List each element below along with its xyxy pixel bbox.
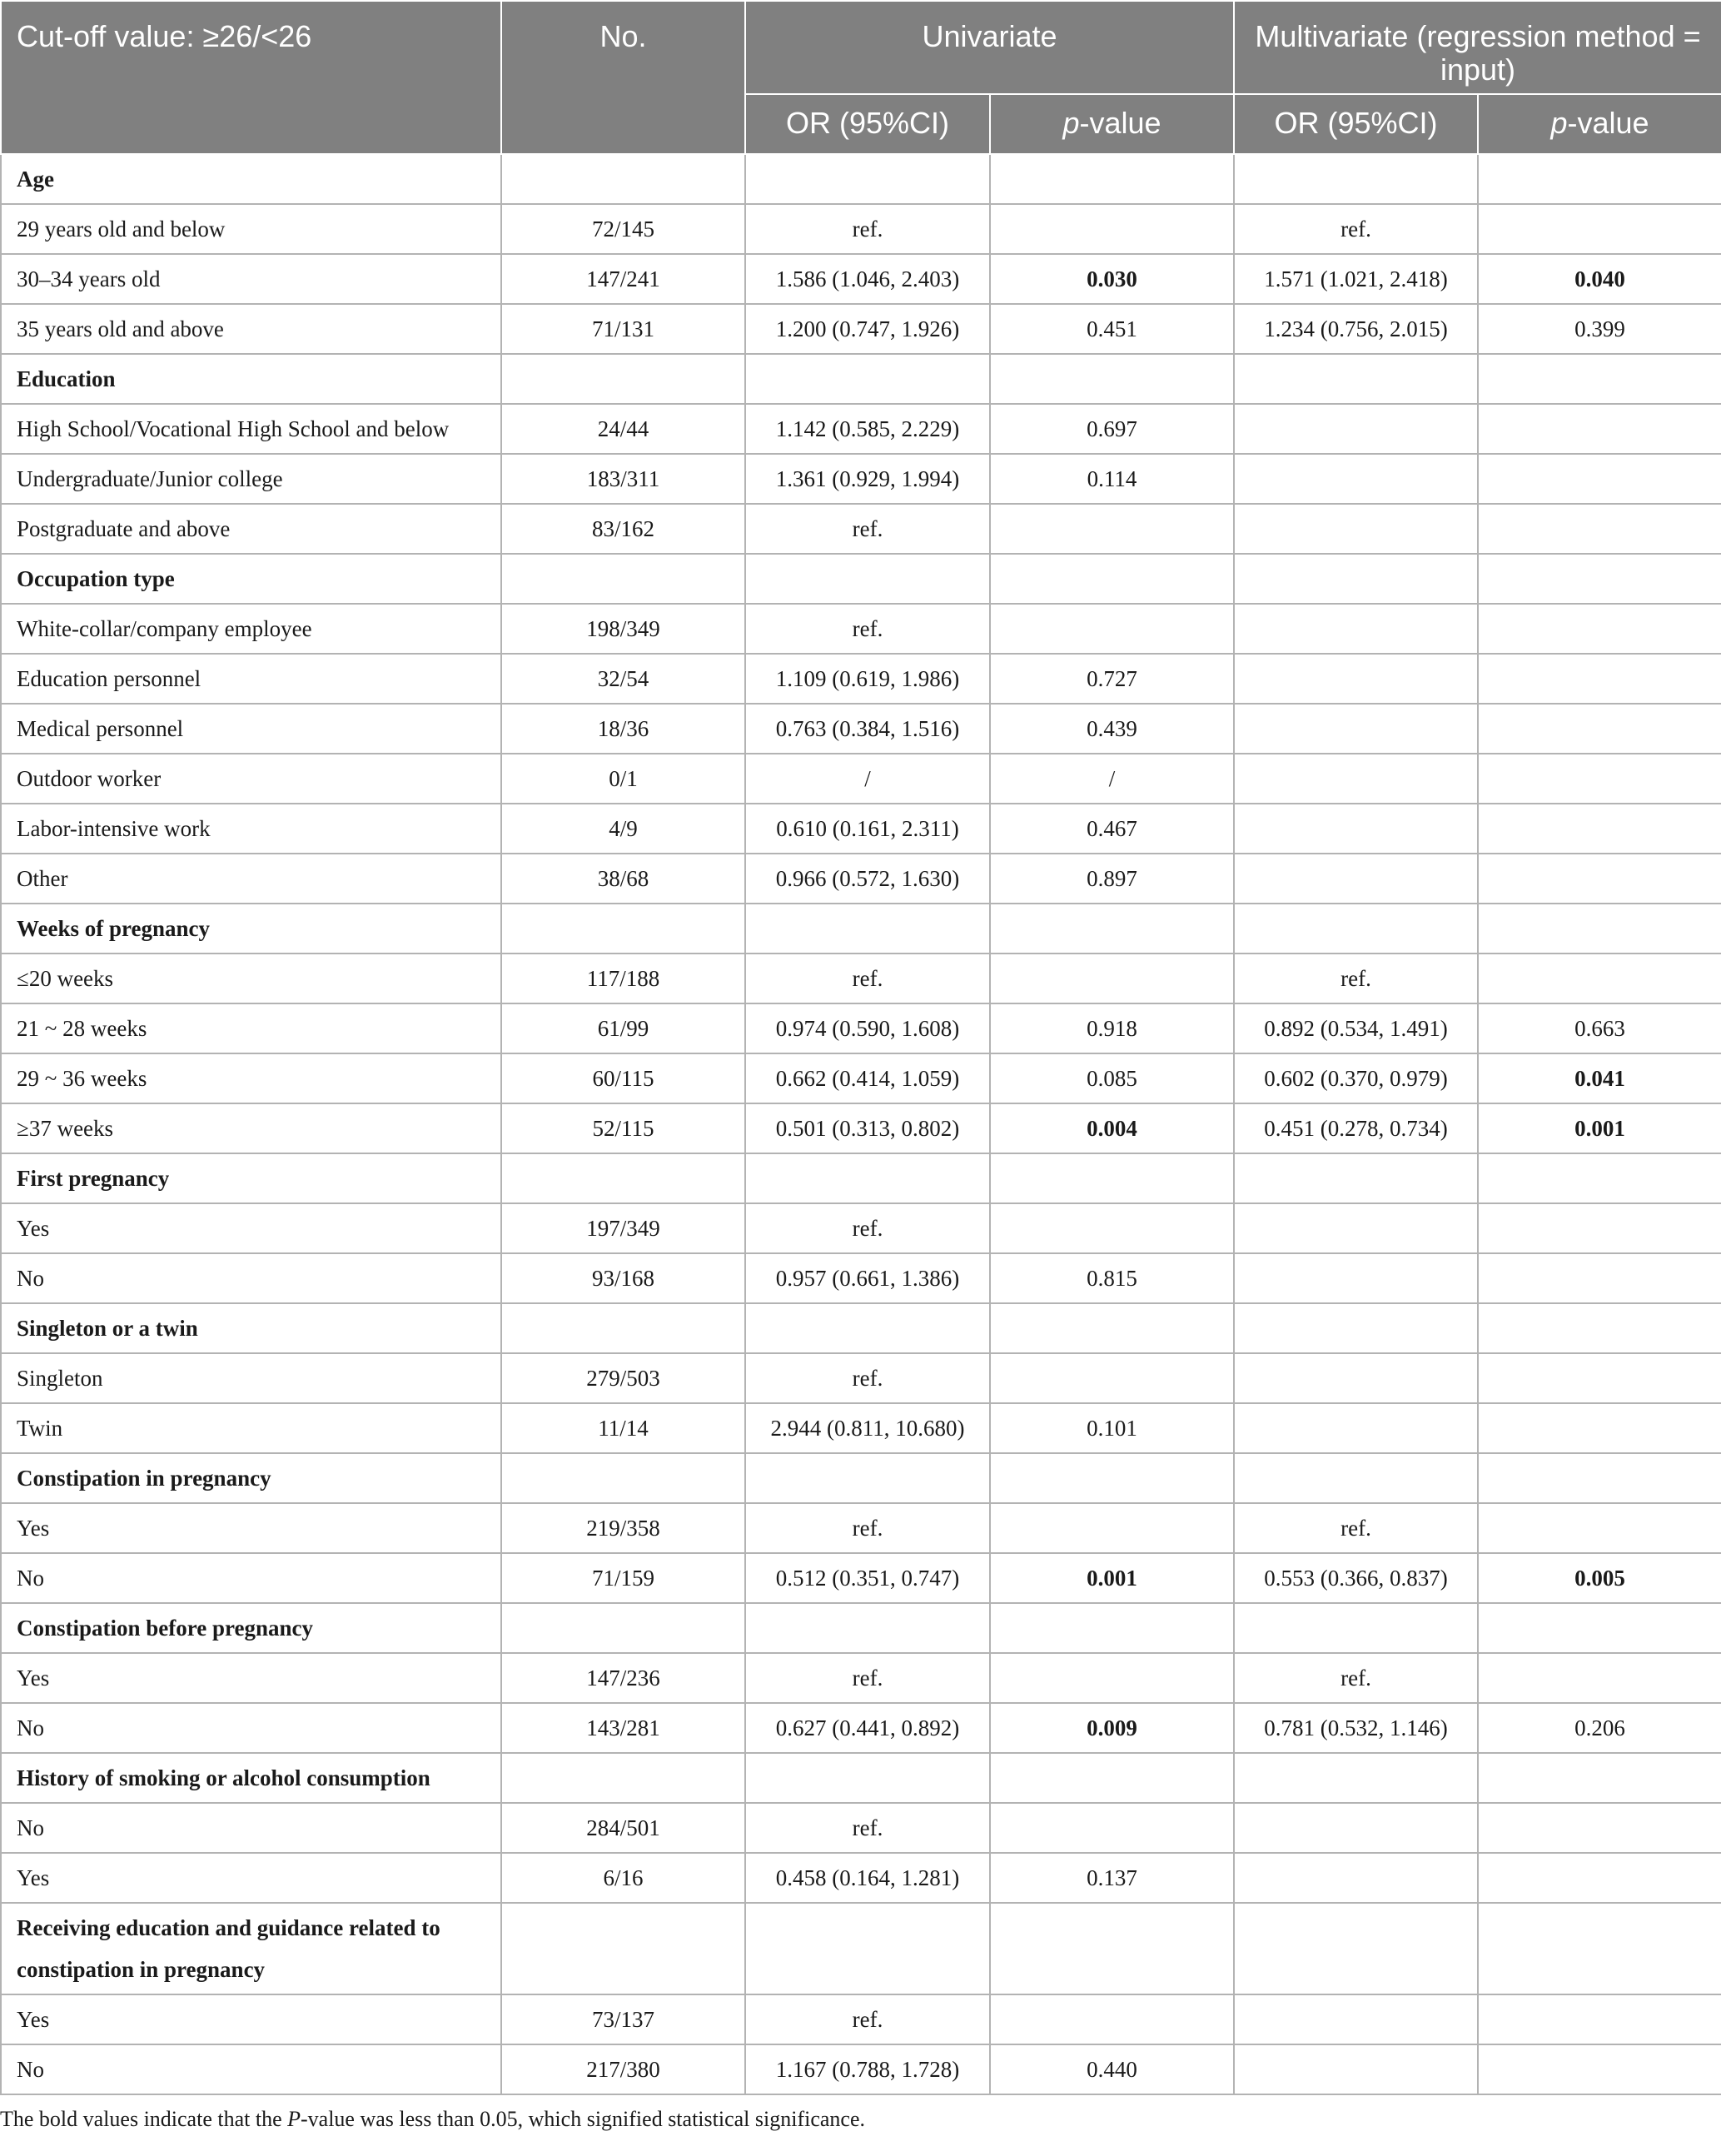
uni-or-cell: 0.501 (0.313, 0.802) (745, 1103, 990, 1153)
row-count: 24/44 (501, 404, 745, 454)
uni-or-cell: 1.586 (1.046, 2.403) (745, 254, 990, 304)
uni-p-cell: 0.918 (990, 1003, 1234, 1053)
row-count (501, 1153, 745, 1203)
table-row (1, 1203, 1721, 1253)
table-row (1, 604, 1721, 654)
row-count: 52/115 (501, 1103, 745, 1153)
row-count (501, 1603, 745, 1653)
row-label: 35 years old and above (1, 304, 501, 354)
table-row (1, 1353, 1721, 1403)
multi-or-cell (1234, 1353, 1478, 1403)
multi-p-cell (1478, 1753, 1721, 1803)
multi-or-cell: 1.571 (1.021, 2.418) (1234, 254, 1478, 304)
table-row (1, 1253, 1721, 1303)
row-label: Constipation in pregnancy (1, 1453, 501, 1503)
header-uni-p-suffix: -value (1079, 106, 1161, 140)
multi-or-cell (1234, 854, 1478, 904)
table-row (1, 1803, 1721, 1853)
table-row (1, 654, 1721, 704)
uni-or-cell: 1.109 (0.619, 1.986) (745, 654, 990, 704)
uni-or-cell: ref. (745, 1503, 990, 1553)
uni-p-cell: 0.085 (990, 1053, 1234, 1103)
uni-or-cell: ref. (745, 1994, 990, 2044)
uni-p-cell (990, 1153, 1234, 1203)
row-count: 72/145 (501, 204, 745, 254)
multi-p-cell (1478, 1253, 1721, 1303)
uni-or-cell (745, 354, 990, 404)
multi-p-cell (1478, 1453, 1721, 1503)
multi-p-cell (1478, 204, 1721, 254)
row-label: Medical personnel (1, 704, 501, 754)
multi-p-cell (1478, 1603, 1721, 1653)
table-row (1, 854, 1721, 904)
table-row (1, 1853, 1721, 1903)
uni-or-cell: ref. (745, 604, 990, 654)
multi-or-cell: ref. (1234, 954, 1478, 1003)
multi-or-cell (1234, 1994, 1478, 2044)
row-count: 18/36 (501, 704, 745, 754)
multi-or-cell (1234, 754, 1478, 804)
row-label: No (1, 1253, 501, 1303)
table-row (1, 954, 1721, 1003)
uni-p-cell (990, 904, 1234, 954)
header-multi-p (1478, 94, 1721, 154)
row-label: Other (1, 854, 501, 904)
multi-p-cell (1478, 904, 1721, 954)
uni-or-cell: 0.662 (0.414, 1.059) (745, 1053, 990, 1103)
uni-or-cell (745, 1153, 990, 1203)
multi-p-cell (1478, 2044, 1721, 2094)
table-row (1, 1003, 1721, 1053)
multi-or-cell (1234, 1303, 1478, 1353)
row-count: 284/501 (501, 1803, 745, 1853)
row-count: 6/16 (501, 1853, 745, 1903)
multi-or-cell (1234, 504, 1478, 554)
uni-or-cell: 1.200 (0.747, 1.926) (745, 304, 990, 354)
multi-p-cell (1478, 1303, 1721, 1353)
multi-p-cell: 0.399 (1478, 304, 1721, 354)
row-count: 183/311 (501, 454, 745, 504)
uni-or-cell: ref. (745, 1353, 990, 1403)
footnote-after: -value was less than 0.05, which signified statistical significance. (301, 2107, 865, 2131)
multi-p-cell (1478, 754, 1721, 804)
uni-p-cell: 0.451 (990, 304, 1234, 354)
multi-p-cell (1478, 654, 1721, 704)
multi-or-cell (1234, 1903, 1478, 1994)
table-row (1, 1994, 1721, 2044)
uni-or-cell: / (745, 754, 990, 804)
multi-p-cell (1478, 404, 1721, 454)
uni-or-cell: 0.610 (0.161, 2.311) (745, 804, 990, 854)
section-row (1, 1753, 1721, 1803)
section-row (1, 1153, 1721, 1203)
multi-p-cell (1478, 1903, 1721, 1994)
table-row (1, 1403, 1721, 1453)
uni-p-cell: 0.727 (990, 654, 1234, 704)
multi-or-cell: 0.602 (0.370, 0.979) (1234, 1053, 1478, 1103)
row-count (501, 1453, 745, 1503)
multi-p-cell (1478, 1853, 1721, 1903)
header-uni-p (990, 94, 1234, 154)
uni-p-cell (990, 1453, 1234, 1503)
multi-or-cell (1234, 404, 1478, 454)
multi-p-cell (1478, 1653, 1721, 1703)
row-count: 11/14 (501, 1403, 745, 1453)
row-count (501, 1303, 745, 1353)
row-count: 197/349 (501, 1203, 745, 1253)
row-label: Singleton or a twin (1, 1303, 501, 1353)
uni-p-cell: 0.030 (990, 254, 1234, 304)
multi-or-cell (1234, 454, 1478, 504)
section-row (1, 1603, 1721, 1653)
row-label: Weeks of pregnancy (1, 904, 501, 954)
row-count (501, 354, 745, 404)
row-label: Yes (1, 1203, 501, 1253)
multi-p-cell (1478, 1803, 1721, 1853)
uni-p-cell (990, 954, 1234, 1003)
multi-p-cell: 0.001 (1478, 1103, 1721, 1153)
section-row (1, 1303, 1721, 1353)
uni-p-cell: 0.467 (990, 804, 1234, 854)
header-uni-or: OR (95%CI) (745, 94, 990, 154)
table-row (1, 454, 1721, 504)
multi-or-cell: ref. (1234, 1653, 1478, 1703)
uni-p-cell (990, 1803, 1234, 1853)
uni-or-cell: ref. (745, 1803, 990, 1853)
table-row (1, 254, 1721, 304)
row-label: Yes (1, 1503, 501, 1553)
row-label: Receiving education and guidance related to constipation in pregnancy (1, 1903, 501, 1994)
row-label: Postgraduate and above (1, 504, 501, 554)
multi-p-cell (1478, 1403, 1721, 1453)
row-label: Singleton (1, 1353, 501, 1403)
multi-p-cell (1478, 354, 1721, 404)
multi-or-cell: ref. (1234, 204, 1478, 254)
row-label: ≤20 weeks (1, 954, 501, 1003)
uni-p-cell (990, 1203, 1234, 1253)
header-multi-p-italic: p (1550, 106, 1568, 140)
row-count: 73/137 (501, 1994, 745, 2044)
footnote-italic: P (287, 2107, 301, 2131)
row-label: Education personnel (1, 654, 501, 704)
uni-or-cell: ref. (745, 204, 990, 254)
table-row (1, 304, 1721, 354)
row-count: 60/115 (501, 1053, 745, 1103)
row-count: 0/1 (501, 754, 745, 804)
uni-p-cell: 0.137 (990, 1853, 1234, 1903)
row-count (501, 1753, 745, 1803)
uni-or-cell: 0.957 (0.661, 1.386) (745, 1253, 990, 1303)
uni-p-cell: 0.439 (990, 704, 1234, 754)
table-row (1, 1553, 1721, 1603)
section-row (1, 904, 1721, 954)
row-count (501, 904, 745, 954)
uni-or-cell: ref. (745, 1203, 990, 1253)
row-count (501, 554, 745, 604)
row-label: Yes (1, 1653, 501, 1703)
uni-p-cell: 0.001 (990, 1553, 1234, 1603)
header-univariate: Univariate (745, 1, 1234, 94)
table-body (1, 154, 1721, 2094)
uni-or-cell (745, 1603, 990, 1653)
uni-p-cell (990, 1903, 1234, 1994)
row-count (501, 154, 745, 204)
section-row (1, 1903, 1721, 1994)
row-count: 32/54 (501, 654, 745, 704)
row-label: 29 ~ 36 weeks (1, 1053, 501, 1103)
row-count: 38/68 (501, 854, 745, 904)
row-label: Outdoor worker (1, 754, 501, 804)
row-label: Yes (1, 1994, 501, 2044)
row-label: No (1, 1803, 501, 1853)
uni-p-cell (990, 554, 1234, 604)
uni-or-cell: ref. (745, 504, 990, 554)
multi-p-cell (1478, 604, 1721, 654)
row-count: 83/162 (501, 504, 745, 554)
section-row (1, 1453, 1721, 1503)
uni-or-cell: 0.458 (0.164, 1.281) (745, 1853, 990, 1903)
row-label: Education (1, 354, 501, 404)
uni-or-cell (745, 1753, 990, 1803)
multi-or-cell (1234, 904, 1478, 954)
uni-or-cell: ref. (745, 1653, 990, 1703)
row-label: 29 years old and below (1, 204, 501, 254)
uni-p-cell: 0.101 (990, 1403, 1234, 1453)
row-count: 219/358 (501, 1503, 745, 1553)
uni-p-cell (990, 604, 1234, 654)
uni-or-cell (745, 1453, 990, 1503)
uni-or-cell (745, 554, 990, 604)
row-label: Occupation type (1, 554, 501, 604)
multi-or-cell (1234, 1203, 1478, 1253)
row-count: 71/131 (501, 304, 745, 354)
multi-p-cell: 0.040 (1478, 254, 1721, 304)
multi-p-cell: 0.206 (1478, 1703, 1721, 1753)
row-label: History of smoking or alcohol consumption (1, 1753, 501, 1803)
row-count: 217/380 (501, 2044, 745, 2094)
multi-or-cell (1234, 1253, 1478, 1303)
multi-or-cell (1234, 704, 1478, 754)
header-multi-or: OR (95%CI) (1234, 94, 1478, 154)
row-label: ≥37 weeks (1, 1103, 501, 1153)
uni-or-cell (745, 904, 990, 954)
table-row (1, 1053, 1721, 1103)
row-label: 21 ~ 28 weeks (1, 1003, 501, 1053)
uni-p-cell: 0.440 (990, 2044, 1234, 2094)
uni-p-cell (990, 1653, 1234, 1703)
multi-or-cell (1234, 654, 1478, 704)
multi-or-cell (1234, 154, 1478, 204)
multi-or-cell: ref. (1234, 1503, 1478, 1553)
row-count: 4/9 (501, 804, 745, 854)
uni-or-cell: 0.966 (0.572, 1.630) (745, 854, 990, 904)
row-label: Labor-intensive work (1, 804, 501, 854)
uni-or-cell: ref. (745, 954, 990, 1003)
multi-or-cell: 1.234 (0.756, 2.015) (1234, 304, 1478, 354)
row-count: 279/503 (501, 1353, 745, 1403)
table-row (1, 1703, 1721, 1753)
table-row (1, 504, 1721, 554)
multi-p-cell (1478, 504, 1721, 554)
uni-p-cell (990, 154, 1234, 204)
multi-p-cell (1478, 804, 1721, 854)
row-label: Age (1, 154, 501, 204)
uni-or-cell: 1.167 (0.788, 1.728) (745, 2044, 990, 2094)
multi-or-cell (1234, 1753, 1478, 1803)
multi-p-cell: 0.041 (1478, 1053, 1721, 1103)
uni-p-cell: / (990, 754, 1234, 804)
multi-or-cell (1234, 1803, 1478, 1853)
section-row (1, 154, 1721, 204)
table-header (1, 1, 1721, 154)
section-row (1, 554, 1721, 604)
uni-or-cell: 0.974 (0.590, 1.608) (745, 1003, 990, 1053)
uni-or-cell: 0.763 (0.384, 1.516) (745, 704, 990, 754)
row-label: White-collar/company employee (1, 604, 501, 654)
multi-or-cell: 0.553 (0.366, 0.837) (1234, 1553, 1478, 1603)
section-row (1, 354, 1721, 404)
row-count (501, 1903, 745, 1994)
multi-p-cell (1478, 554, 1721, 604)
table-footnote (0, 2105, 1721, 2134)
multi-or-cell (1234, 554, 1478, 604)
uni-or-cell (745, 1303, 990, 1353)
row-label: 30–34 years old (1, 254, 501, 304)
header-multivariate: Multivariate (regression method = input) (1234, 1, 1721, 94)
uni-or-cell: 0.512 (0.351, 0.747) (745, 1553, 990, 1603)
uni-p-cell (990, 1603, 1234, 1653)
multi-or-cell (1234, 2044, 1478, 2094)
multi-or-cell (1234, 1153, 1478, 1203)
uni-p-cell (990, 1753, 1234, 1803)
multi-or-cell (1234, 1453, 1478, 1503)
header-cutoff: Cut-off value: ≥26/<26 (1, 1, 501, 154)
uni-or-cell: 2.944 (0.811, 10.680) (745, 1403, 990, 1453)
uni-p-cell (990, 1353, 1234, 1403)
uni-p-cell (990, 504, 1234, 554)
header-no: No. (501, 1, 745, 154)
row-count: 198/349 (501, 604, 745, 654)
uni-p-cell: 0.897 (990, 854, 1234, 904)
multi-or-cell (1234, 1403, 1478, 1453)
uni-p-cell (990, 354, 1234, 404)
multi-or-cell: 0.892 (0.534, 1.491) (1234, 1003, 1478, 1053)
uni-p-cell: 0.009 (990, 1703, 1234, 1753)
multi-p-cell (1478, 954, 1721, 1003)
table-row (1, 204, 1721, 254)
multi-or-cell (1234, 354, 1478, 404)
table-row (1, 2044, 1721, 2094)
header-uni-p-italic: p (1062, 106, 1080, 140)
uni-or-cell (745, 154, 990, 204)
multi-p-cell (1478, 1353, 1721, 1403)
multi-p-cell (1478, 154, 1721, 204)
multi-p-cell (1478, 854, 1721, 904)
uni-or-cell (745, 1903, 990, 1994)
row-label: Constipation before pregnancy (1, 1603, 501, 1653)
multi-p-cell (1478, 1203, 1721, 1253)
row-count: 71/159 (501, 1553, 745, 1603)
multi-p-cell: 0.005 (1478, 1553, 1721, 1603)
multi-p-cell (1478, 1153, 1721, 1203)
multi-p-cell (1478, 1994, 1721, 2044)
row-count: 143/281 (501, 1703, 745, 1753)
table-row (1, 404, 1721, 454)
uni-p-cell: 0.114 (990, 454, 1234, 504)
row-count: 147/241 (501, 254, 745, 304)
row-label: No (1, 2044, 501, 2094)
uni-or-cell: 1.361 (0.929, 1.994) (745, 454, 990, 504)
uni-p-cell: 0.697 (990, 404, 1234, 454)
uni-p-cell (990, 1994, 1234, 2044)
row-count: 147/236 (501, 1653, 745, 1703)
footnote-before: The bold values indicate that the (0, 2107, 288, 2131)
row-label: Twin (1, 1403, 501, 1453)
row-label: First pregnancy (1, 1153, 501, 1203)
row-label: No (1, 1553, 501, 1603)
row-count: 61/99 (501, 1003, 745, 1053)
table-row (1, 1503, 1721, 1553)
row-label: No (1, 1703, 501, 1753)
uni-or-cell: 1.142 (0.585, 2.229) (745, 404, 990, 454)
table-row (1, 1653, 1721, 1703)
multi-or-cell (1234, 1603, 1478, 1653)
header-multi-p-suffix: -value (1567, 106, 1649, 140)
row-count: 93/168 (501, 1253, 745, 1303)
table-row (1, 754, 1721, 804)
table-row (1, 1103, 1721, 1153)
uni-p-cell: 0.815 (990, 1253, 1234, 1303)
multi-or-cell (1234, 804, 1478, 854)
table-row (1, 804, 1721, 854)
multi-p-cell (1478, 704, 1721, 754)
uni-p-cell: 0.004 (990, 1103, 1234, 1153)
multi-p-cell (1478, 454, 1721, 504)
row-label: High School/Vocational High School and below (1, 404, 501, 454)
uni-p-cell (990, 1503, 1234, 1553)
multi-or-cell (1234, 1853, 1478, 1903)
uni-p-cell (990, 204, 1234, 254)
row-label: Undergraduate/Junior college (1, 454, 501, 504)
multi-or-cell (1234, 604, 1478, 654)
uni-p-cell (990, 1303, 1234, 1353)
row-count: 117/188 (501, 954, 745, 1003)
table-row (1, 704, 1721, 754)
row-label: Yes (1, 1853, 501, 1903)
multi-or-cell: 0.451 (0.278, 0.734) (1234, 1103, 1478, 1153)
multi-or-cell: 0.781 (0.532, 1.146) (1234, 1703, 1478, 1753)
multi-p-cell: 0.663 (1478, 1003, 1721, 1053)
multi-p-cell (1478, 1503, 1721, 1553)
uni-or-cell: 0.627 (0.441, 0.892) (745, 1703, 990, 1753)
